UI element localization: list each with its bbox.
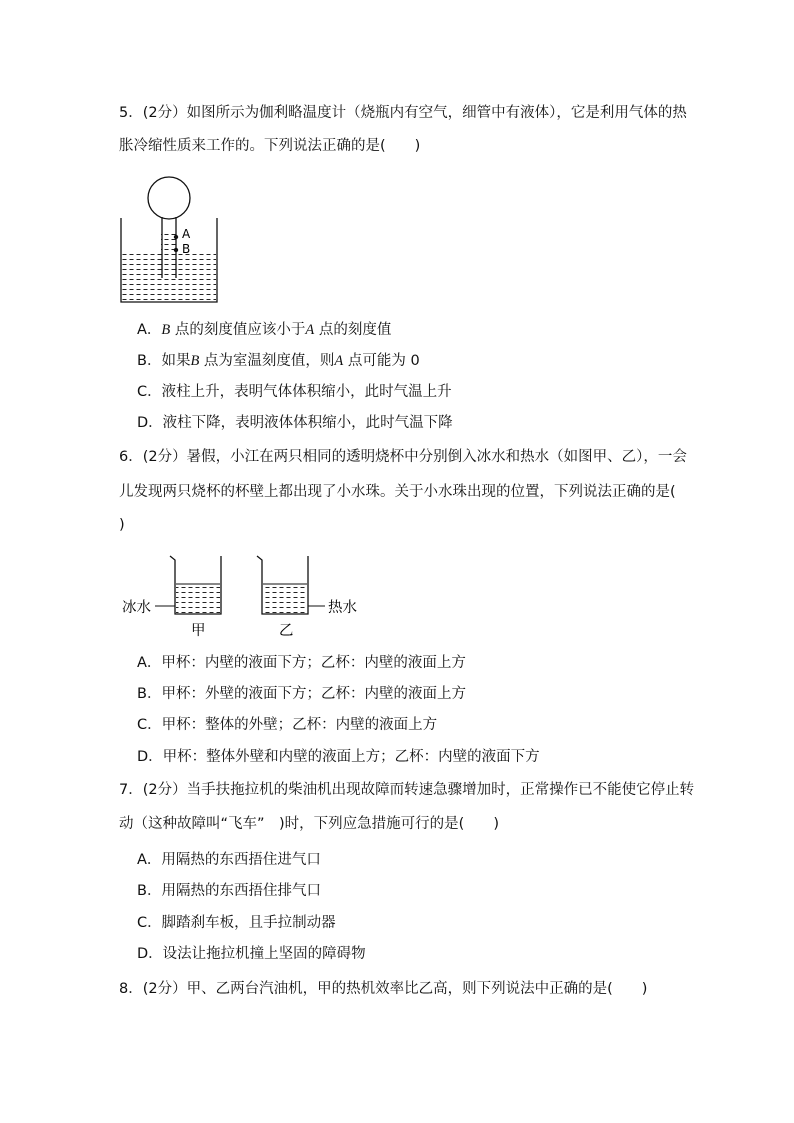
q5-stem-line1: 5．(2分）如图所示为伽利略温度计（烧瓶内有空气，细管中有液体），它是利用气体的热 [119, 105, 687, 121]
q7-option-c[interactable]: C．脚踏刹车板，且手拉制动器 [137, 915, 336, 931]
q6-option-a[interactable]: A．甲杯：内壁的液面下方；乙杯：内壁的液面上方 [137, 655, 466, 671]
option-text: 点可能为 0 [343, 353, 420, 369]
label-ice-water: 冰水 [122, 600, 151, 616]
var-b: B [190, 353, 200, 369]
q8-stem-line1: 8．(2分）甲、乙两台汽油机，甲的热机效率比乙高，则下列说法中正确的是( ) [119, 981, 648, 997]
q6-stem-line1: 6．(2分）暑假，小江在两只相同的透明烧杯中分别倒入冰水和热水（如图甲、乙），一会 [119, 449, 687, 465]
q5-option-d[interactable]: D．液柱下降，表明液体体积缩小，此时气温下降 [137, 415, 453, 431]
q7-stem-line1: 7．(2分）当手扶拖拉机的柴油机出现故障而转速急骤增加时，正常操作已不能使它停止转 [119, 782, 695, 798]
q5-option-a[interactable] [137, 320, 391, 340]
var-a: A [334, 353, 344, 369]
q7-option-b[interactable]: B．用隔热的东西捂住排气口 [137, 883, 321, 899]
point-a-dot [174, 235, 178, 239]
q5-option-c[interactable]: C．液柱上升，表明气体体积缩小，此时气温上升 [137, 384, 452, 400]
q5-stem-line2: 胀冷缩性质来工作的。下列说法正确的是( ) [119, 138, 421, 154]
label-b: B [182, 242, 191, 256]
q6-option-d[interactable]: D．甲杯：整体外壁和内壁的液面上方；乙杯：内壁的液面下方 [137, 749, 540, 765]
option-text: 点的刻度值 [314, 322, 392, 338]
beakers-figure [118, 550, 368, 642]
q6-option-c[interactable]: C．甲杯：整体的外壁；乙杯：内壁的液面上方 [137, 717, 438, 733]
option-prefix: A． [137, 322, 162, 338]
q6-stem-line2: 儿发现两只烧杯的杯壁上都出现了小水珠。关于小水珠出现的位置，下列说法正确的是( [119, 484, 676, 500]
option-text: 点的刻度值应该小于 [170, 322, 306, 338]
q7-option-a[interactable]: A．用隔热的东西捂住进气口 [137, 852, 321, 868]
q7-option-d[interactable]: D．设法让拖拉机撞上坚固的障碍物 [137, 946, 366, 962]
label-hot-water: 热水 [328, 600, 357, 616]
q7-stem-line2: 动（这种故障叫“飞车” )时，下列应急措施可行的是( ) [119, 816, 499, 832]
var-a: A [305, 322, 315, 338]
label-a: A [182, 227, 191, 241]
label-cup-b: 乙 [279, 623, 294, 639]
q6-stem-line3: ) [119, 517, 125, 533]
var-b: B [161, 322, 171, 338]
q5-option-b[interactable] [137, 351, 420, 371]
point-b-dot [174, 248, 178, 252]
label-cup-a: 甲 [191, 623, 206, 639]
q6-option-b[interactable]: B．甲杯：外壁的液面下方；乙杯：内壁的液面上方 [137, 686, 466, 702]
option-prefix: B．如果 [137, 353, 191, 369]
option-text: 点为室温刻度值，则 [199, 353, 335, 369]
galileo-thermometer-figure [115, 172, 220, 306]
